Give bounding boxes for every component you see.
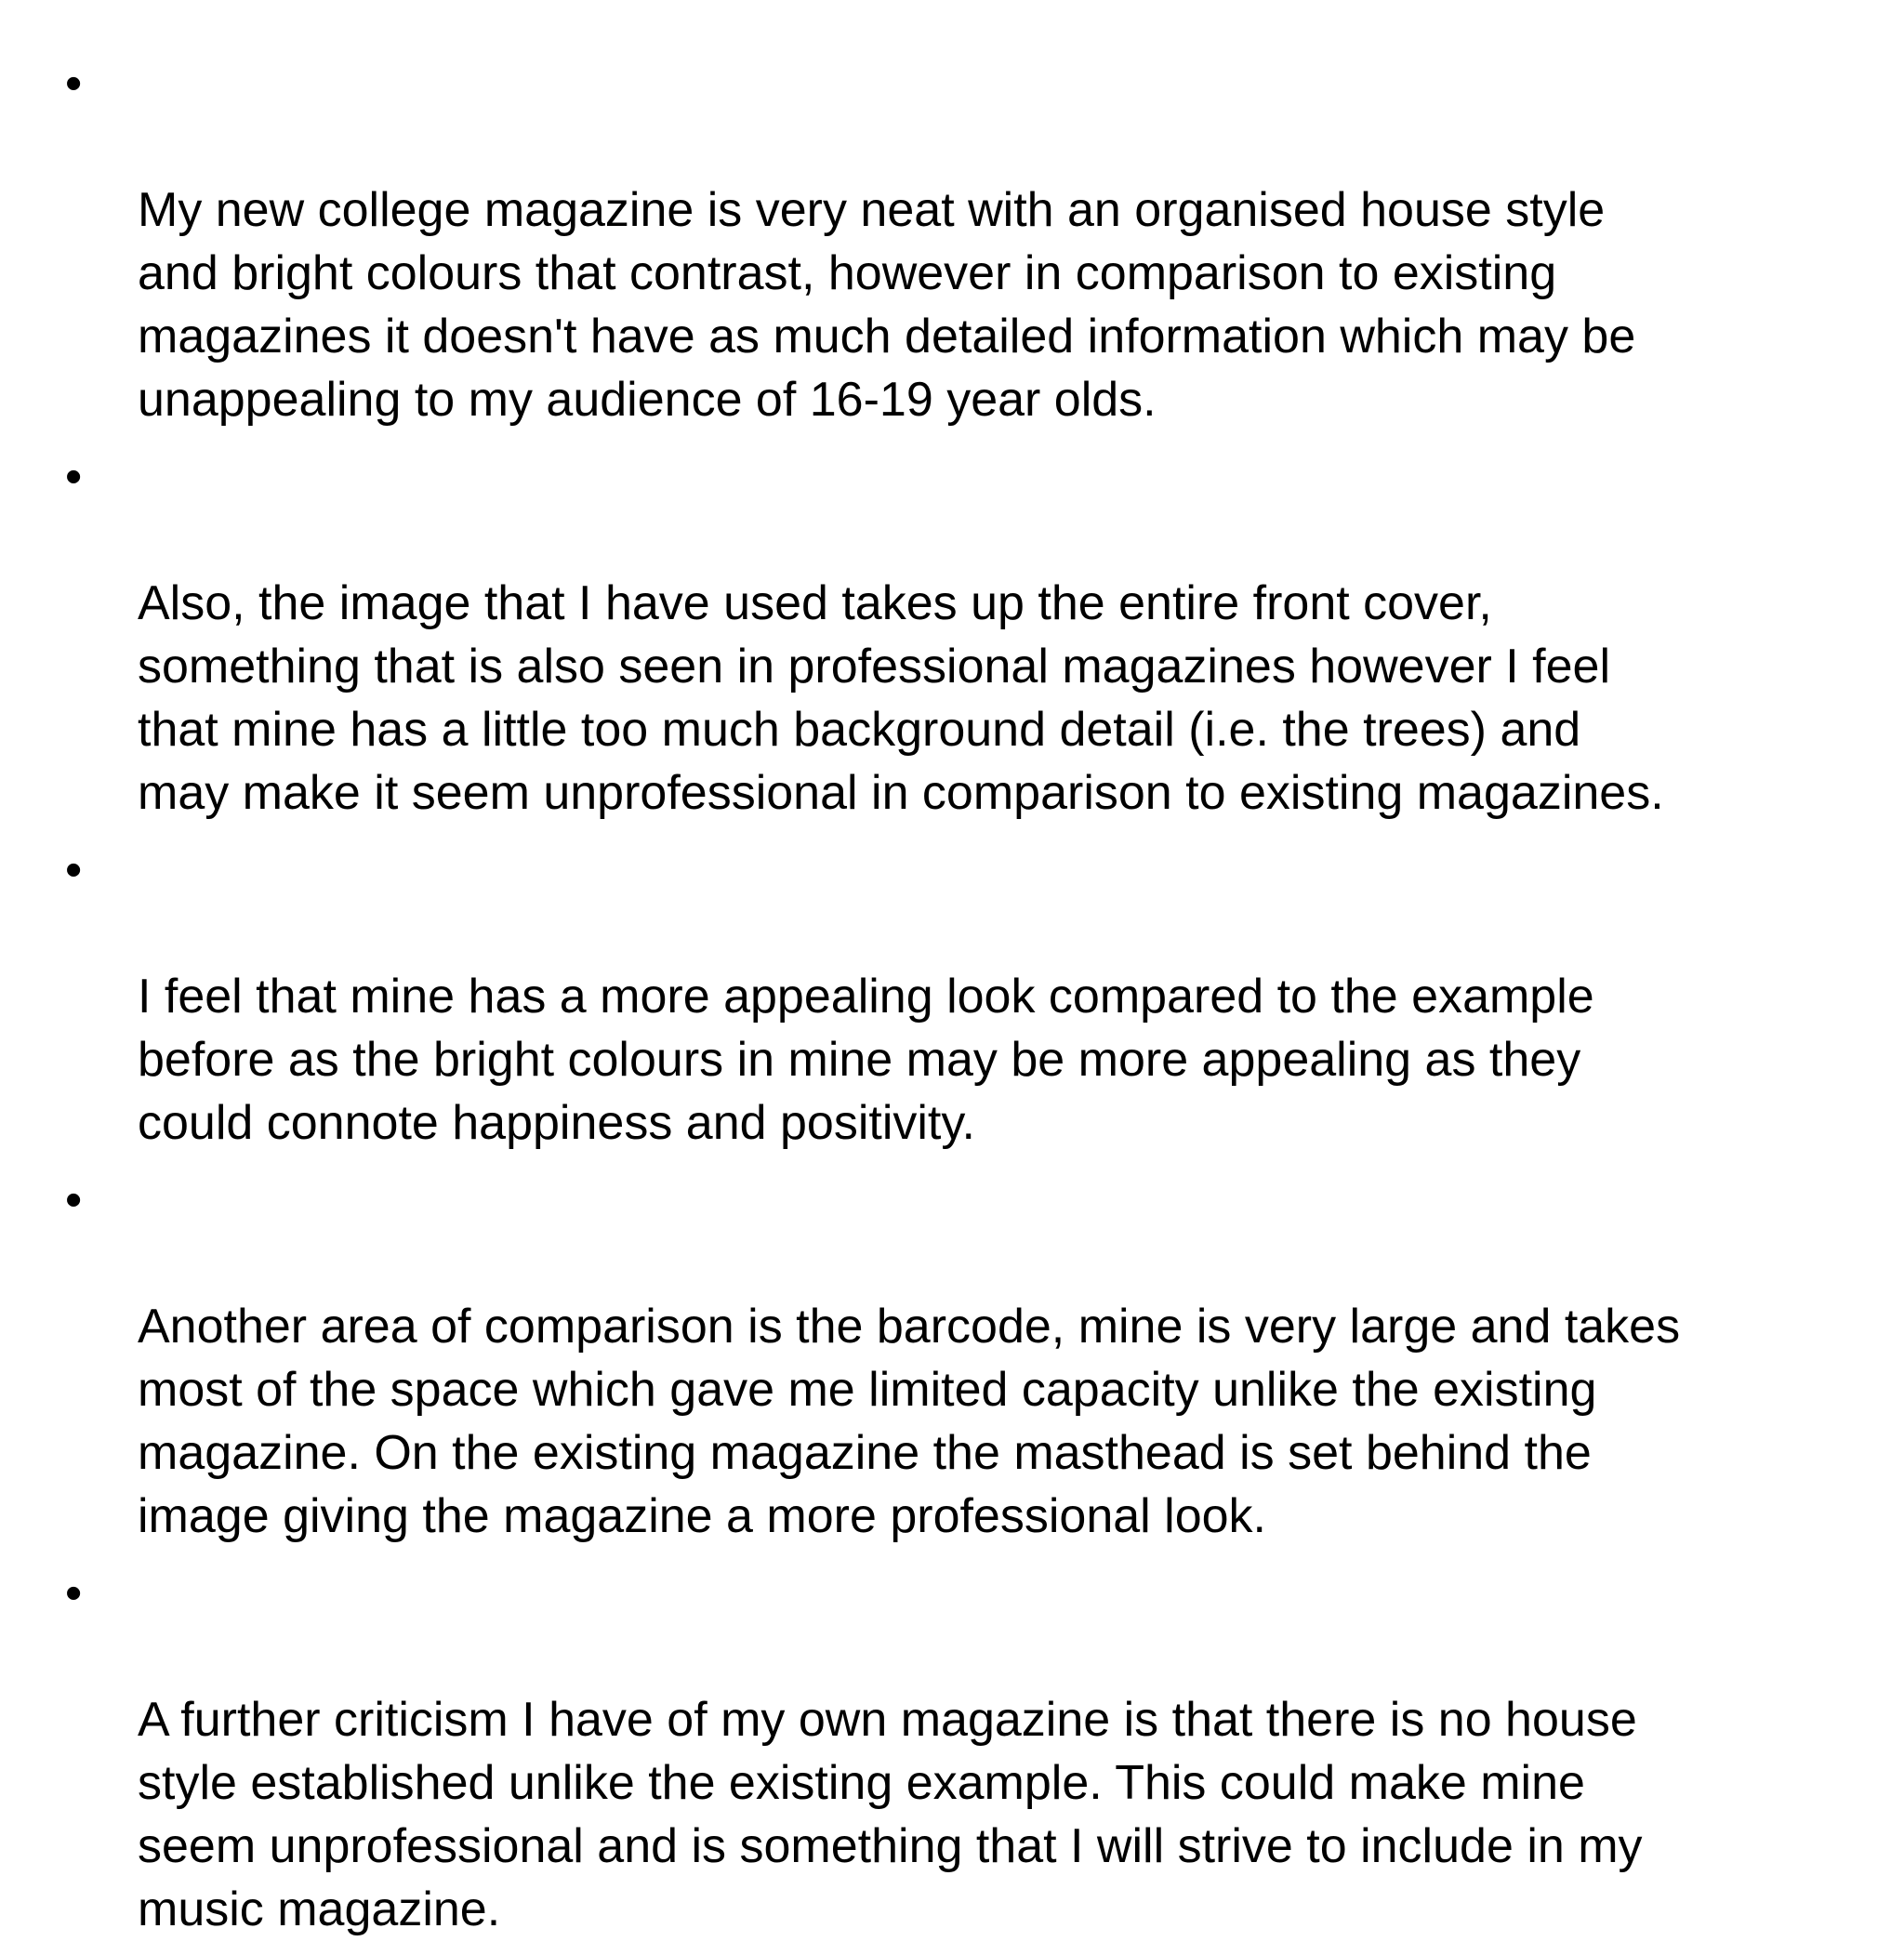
bullet-dot-icon: • <box>65 57 83 111</box>
bullet-item <box>65 52 1864 431</box>
bullet-item <box>65 839 1864 1155</box>
bullet-text: Also, the image that I have used takes up the entire front cover, something that is also seen in professional magazines however I feel that mine has a little too much background detail (i.e. the trees) and may make it seem unprofessional in comparison to existing magazines. <box>138 576 1664 820</box>
bullet-dot-icon: • <box>65 1566 83 1620</box>
bullet-item <box>65 445 1864 825</box>
bullet-item <box>65 1562 1864 1941</box>
bullet-text: A further criticism I have of my own magazine is that there is no house style established unlike the existing example. This could make mine seem unprofessional and is something that I will strive to include in my music magazine. <box>138 1693 1643 1936</box>
bullet-dot-icon: • <box>65 1173 83 1227</box>
bullet-text: My new college magazine is very neat with an organised house style and bright colours that contrast, however in comparison to existing magazines it doesn't have as much detailed information which may be unappealing to my audience of 16-19 year olds. <box>138 183 1636 427</box>
bullet-dot-icon: • <box>65 843 83 897</box>
bullet-text: I feel that mine has a more appealing look compared to the example before as the bright colours in mine may be more appealing as they could connote happiness and positivity. <box>138 970 1594 1150</box>
bullet-dot-icon: • <box>65 450 83 504</box>
bullet-item <box>65 1169 1864 1548</box>
bullet-text: Another area of comparison is the barcode, mine is very large and takes most of the space which gave me limited capacity unlike the existing magazine. On the existing magazine the masthead is set behind the image giving the magazine a more professional look. <box>138 1300 1681 1543</box>
bullet-list <box>65 52 1864 1955</box>
